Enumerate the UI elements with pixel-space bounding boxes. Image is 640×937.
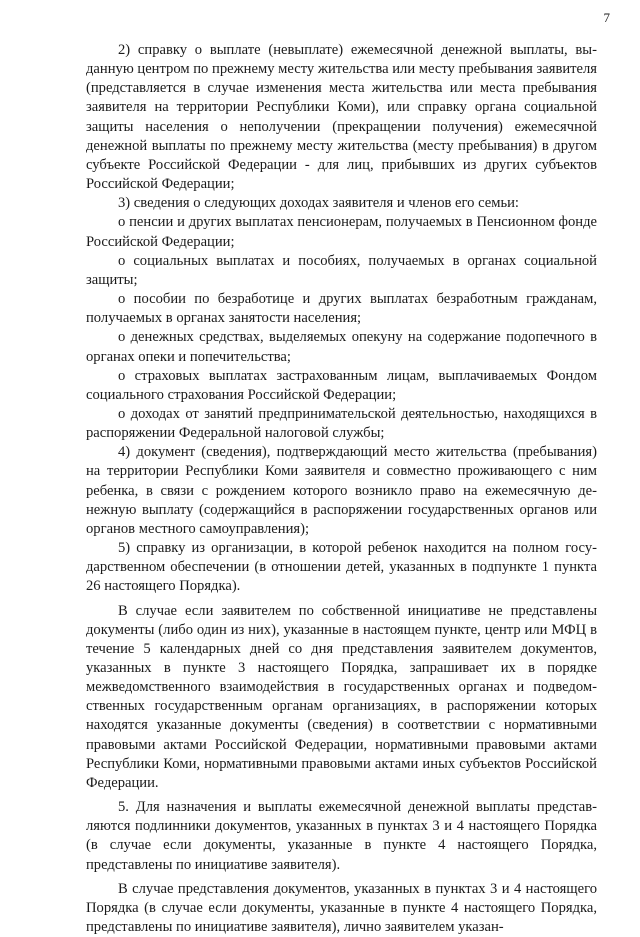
income-guardian-funds: о денежных средствах, выделяемых опекуну на содержание подопечного в органах опеки и попечительства; bbox=[86, 329, 597, 365]
income-pensions: о пенсии и других выплатах пенсионерам, получаемых в Пенсионном фонде Российской Федерации; bbox=[86, 214, 597, 250]
paragraph-interagency-request: В случае если заявителем по собственной инициативе не представлены документы (либо один из них), указанные в настоящем пункте, центр или МФЦ в течение 5 календарных дней со дня представления заявителем документов, указанных в пункте 3 настоящего Порядка, запрашивает их в порядке межведомственного взаимодействия в государственных органах и подведомственных государственным органам организациях, в распоряжении которых находятся указанные документы (сведения) в соответствии с нормативными правовыми актами Российской Федерации, нормативными правовыми актами Республики Коми, нормативными правовыми актами иных субъектов Российской Федерации. bbox=[86, 602, 597, 791]
item-3-income-information: 3) сведения о следующих доходах заявителя и членов его семьи: bbox=[118, 195, 519, 212]
item-5-organization-certificate: 5) справку из организации, в которой ребенок находится на полном государственном обеспечении (в отношении детей, указанных в подпункте 1 пункта 26 настоящего Порядка). bbox=[86, 540, 597, 595]
income-unemployment: о пособии по безработице и других выплатах безработным гражданам, получаемых в органах занятости населения; bbox=[86, 291, 597, 327]
income-insurance-payments: о страховых выплатах застрахованным лицам, выплачиваемых Фондом социального страхования Российской Федерации; bbox=[86, 367, 597, 403]
document-body bbox=[86, 41, 597, 937]
paragraph-copies-submission: В случае представления документов, указанных в пунктах 3 и 4 настоящего Порядка (в случае если документы, указанные в пункте 4 настоящего Порядка, представлены по инициативе заявителя), лично заявителем указан- bbox=[86, 880, 597, 936]
income-social-payments: о социальных выплатах и пособиях, получаемых в органах социальной защиты; bbox=[86, 252, 597, 288]
income-entrepreneurial: о доходах от занятий предпринимательской деятельностью, находящихся в распоряжении Федеральной налоговой службы; bbox=[86, 405, 597, 442]
item-4-residence-document: 4) документ (сведения), подтверждающий место жительства (пребывания) на территории Республики Коми заявителя и совместно проживающего с ним ребенка, в связи с рождением которого возникло право на ежемесячную денежную выплату (содержащийся в распоряжении государственных органов или органов местного самоуправления); bbox=[86, 444, 597, 537]
item-2-benefit-certificate: 2) справку о выплате (невыплате) ежемесячной денежной выплаты, выданную центром по прежнему месту жительства или месту пребывания заявителя (представляется в случае изменения места жительства или места пребывания заявителя на территории Республики Коми), или справку органа социальной защиты населения о неполучении (прекращении получения) ежемесячной денежной выплаты по прежнему месту жительства (месту пребывания) в другом субъекте Российской Федерации - для лиц, прибывших из других субъектов Российской Федерации; bbox=[86, 42, 597, 193]
page-number: 7 bbox=[603, 10, 610, 25]
paragraph-section-5: 5. Для назначения и выплаты ежемесячной денежной выплаты представляются подлинники документов, указанных в пунктах 3 и 4 настоящего Порядка (в случае если документы, указанные в пункте 4 настоящего Порядка, представлены по инициативе заявителя). bbox=[86, 799, 597, 873]
